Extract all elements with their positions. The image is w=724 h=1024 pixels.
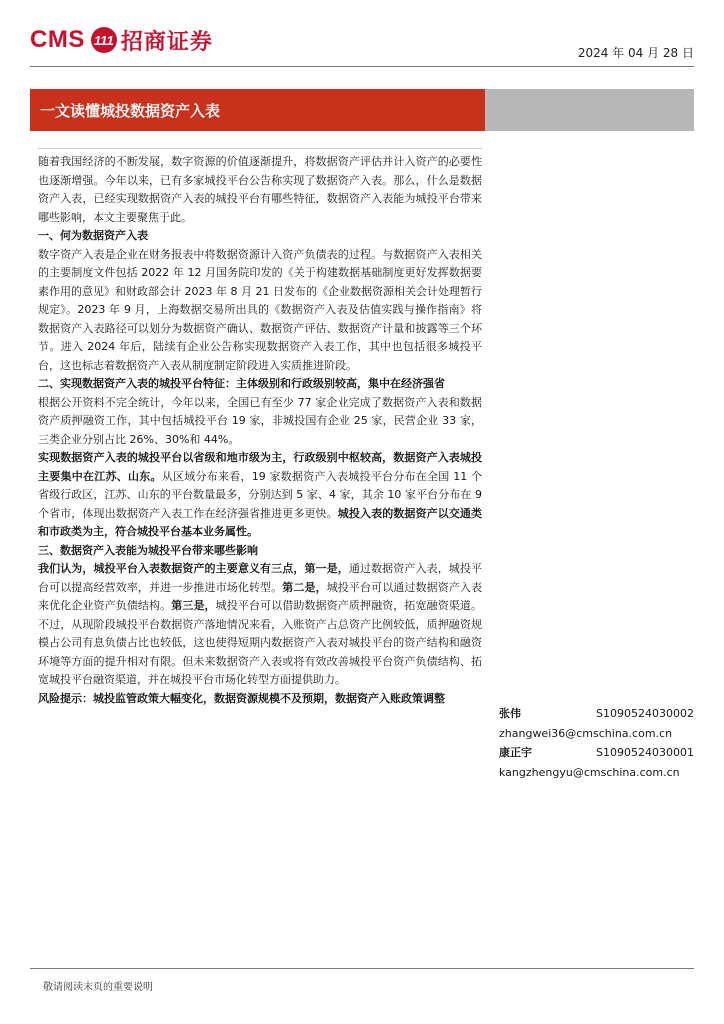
section3-point1: 通过数据资产入表，城投平台可以提高经营效率，并进一步推进市场化转型。: [38, 562, 483, 594]
analyst-info: [499, 704, 694, 782]
analyst-cert-number: S1090524030002: [596, 707, 694, 720]
analyst-email[interactable]: kangzhengyu@cmschina.com.cn: [499, 765, 680, 779]
title-banner: [30, 89, 694, 131]
section3-body: [38, 560, 482, 690]
section2-detail: 从区域分布来看，19 家数据资产入表城投平台分布在全国 11 个省级行政区，江苏、山东的平台数量最多，分别达到 5 家、4 家，其余 10 家平台分布在 9 个省市，体现出数据资产入表工作在经济强省推进更多更快。: [38, 469, 483, 520]
section3-point3: 城投平台可以借助数据资产质押融资，拓宽融资渠道。不过，从现阶段城投平台数据资产落地情况来看，入账资产占总资产比例较低，质押融资规模占公司有息负债占比也较低，这也使得短期内数据资产入表对城投平台的资产结构和融资环境等方面的提升相对有限。但未来数据资产入表或将有效改善城投平台资产负债结构、拓宽城投平台融资渠道，并在城投平台市场化转型方面提供助力。: [38, 599, 483, 686]
section3-point2: 城投平台可以通过数据资产入表来优化企业资产负债结构。: [38, 580, 483, 612]
section2-key-finding-2: 城投入表的数据资产以交通类和市政类为主，符合城投平台基本业务属性。: [38, 506, 483, 538]
risk-warning: 风险提示：城投监管政策大幅变化，数据资源规模不及预期，数据资产入账政策调整: [38, 691, 445, 705]
logo-cms-text: CMS: [30, 26, 85, 53]
footer-divider: [30, 968, 694, 969]
analyst-row: [499, 743, 694, 763]
section2-heading: 二、实现数据资产入表的城投平台特征：主体级别和行政级别较高，集中在经济强省: [38, 377, 445, 390]
banner-side-block: [485, 89, 694, 131]
analyst-email[interactable]: zhangwei36@cmschina.com.cn: [499, 726, 673, 740]
section3-point3-lead: 第三是，: [171, 599, 216, 612]
report-title: 一文读懂城投数据资产入表: [30, 89, 485, 131]
section3-heading: 三、数据资产入表能为城投平台带来哪些影响: [38, 543, 258, 557]
section1-body: 数字资产入表是企业在财务报表中将数据资源计入资产负债表的过程。与数据资产入表相关的主要制度文件包括 2022 年 12 月国务院印发的《关于构建数据基础制度更好发挥数据要素作用的意见》和财政部会计 2023 年 8 月 21 日发布的《企业数据资源相关会计处理暂行规定》。2023 年 9 月，上海数据交易所出具的《数据资产入表及估值实践与操作指南》将数据资产入表路径可以划分为数据资产确认、数据资产评估、数据资产计量和披露等三个环节。进入 2024 年后，陆续有企业公告称实现数据资产入表工作，其中也包括很多城投平台，这也标志着数据资产入表从制度制定阶段进入实质推进阶段。: [38, 247, 482, 372]
analyst-name: 张伟: [499, 707, 521, 720]
header-divider: [30, 66, 694, 67]
analyst-row: [499, 704, 694, 724]
section2-paragraph1: 根据公开资料不完全统计，今年以来，全国已有至少 77 家企业完成了数据资产入表和数据资产质押融资工作，其中包括城投平台 19 家，非城投国有企业 25 家，民营企业 33 家，三类企业分别占比 26%、30%和 44%。: [38, 395, 482, 446]
section2-paragraph2: [38, 449, 482, 542]
section1-heading: 一、何为数据资产入表: [38, 229, 148, 242]
company-logo: [30, 24, 213, 56]
report-date: 2024 年 04 月 28 日: [577, 46, 694, 60]
section3-point1-lead: 我们认为，城投平台入表数据资产的主要意义有三点，第一是，: [38, 562, 349, 575]
section2-key-finding: 实现数据资产入表的城投平台以省级和地市级为主，行政级别中枢较高，数据资产入表城投主要集中在江苏、山东。: [38, 451, 482, 483]
report-body: [38, 148, 482, 708]
footer-disclaimer: 敬请阅读末页的重要说明: [43, 982, 153, 993]
analyst-cert-number: S1090524030001: [596, 746, 694, 759]
logo-badge-icon: 111: [91, 27, 117, 53]
analyst-name: 康正宇: [499, 746, 532, 759]
section3-point2-lead: 第二是，: [282, 580, 327, 594]
intro-paragraph: 随着我国经济的不断发展，数字资源的价值逐渐提升，将数据资产评估并计入资产的必要性也逐渐增强。今年以来，已有多家城投平台公告称实现了数据资产入表。那么，什么是数据资产入表，已经实现数据资产入表的城投平台有哪些特征，数据资产入表能为城投平台带来哪些影响，本文主要聚焦于此。: [38, 148, 482, 227]
logo-chinese-name: 招商证券: [120, 28, 213, 55]
